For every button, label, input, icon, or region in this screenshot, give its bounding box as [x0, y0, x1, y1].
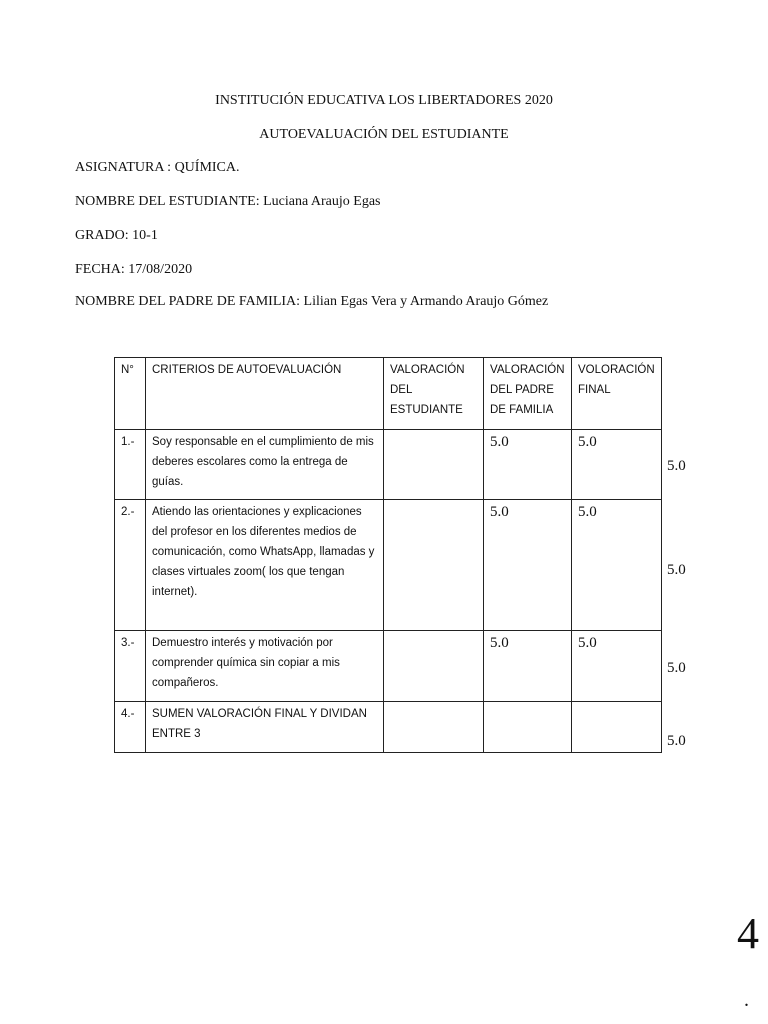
- row-parent-rating: 5.0: [484, 430, 572, 500]
- outside-value: 5.0: [667, 458, 686, 474]
- page-number: 4: [737, 909, 759, 958]
- header-parent-rating: VALORACIÓN DEL PADRE DE FAMILIA: [484, 358, 572, 430]
- row-student-rating: [384, 631, 484, 702]
- row-final-rating: [572, 702, 662, 753]
- row-num: 3.-: [115, 631, 146, 702]
- row-criteria: SUMEN VALORACIÓN FINAL Y DIVIDAN ENTRE 3: [146, 702, 384, 753]
- header-final-rating: VOLORACIÓN FINAL: [572, 358, 662, 430]
- row-criteria: Soy responsable en el cumplimiento de mis deberes escolares como la entrega de guías.: [146, 430, 384, 500]
- table-row: [115, 702, 662, 753]
- outside-value: 5.0: [667, 562, 686, 578]
- document-title: AUTOEVALUACIÓN DEL ESTUDIANTE: [259, 127, 509, 142]
- row-criteria: Atiendo las orientaciones y explicaciones del profesor en los diferentes medios de comunicación, como WhatsApp, llamadas y clases virtuales zoom( los que tengan internet).: [146, 500, 384, 631]
- row-student-rating: [384, 430, 484, 500]
- header-num: N°: [115, 358, 146, 430]
- subject-line: ASIGNATURA : QUÍMICA.: [75, 160, 240, 175]
- row-parent-rating: 5.0: [484, 500, 572, 631]
- date-line: FECHA: 17/08/2020: [75, 262, 193, 277]
- table-row: [115, 631, 662, 702]
- table-header-row: [115, 358, 662, 430]
- outside-value: 5.0: [667, 733, 686, 749]
- parent-name-line: NOMBRE DEL PADRE DE FAMILIA: Lilian Egas Vera y Armando Araujo Gómez: [75, 294, 549, 309]
- row-final-rating: 5.0: [572, 631, 662, 702]
- header-criteria: CRITERIOS DE AUTOEVALUACIÓN: [146, 358, 384, 430]
- outside-value: 5.0: [667, 660, 686, 676]
- row-parent-rating: [484, 702, 572, 753]
- row-num: 1.-: [115, 430, 146, 500]
- row-criteria: Demuestro interés y motivación por comprender química sin copiar a mis compañeros.: [146, 631, 384, 702]
- table-row: [115, 430, 662, 500]
- institution-title: INSTITUCIÓN EDUCATIVA LOS LIBERTADORES 2020: [215, 93, 553, 108]
- table-row: [115, 500, 662, 631]
- row-num: 2.-: [115, 500, 146, 631]
- row-parent-rating: 5.0: [484, 631, 572, 702]
- row-num: 4.-: [115, 702, 146, 753]
- row-student-rating: [384, 702, 484, 753]
- row-student-rating: [384, 500, 484, 631]
- header-student-rating: VALORACIÓN DEL ESTUDIANTE: [384, 358, 484, 430]
- student-name-line: NOMBRE DEL ESTUDIANTE: Luciana Araujo Egas: [75, 194, 381, 209]
- row-final-rating: 5.0: [572, 500, 662, 631]
- grade-line: GRADO: 10-1: [75, 228, 158, 243]
- row-final-rating: 5.0: [572, 430, 662, 500]
- page-number-dot: .: [744, 989, 749, 1011]
- evaluation-table: [114, 357, 662, 753]
